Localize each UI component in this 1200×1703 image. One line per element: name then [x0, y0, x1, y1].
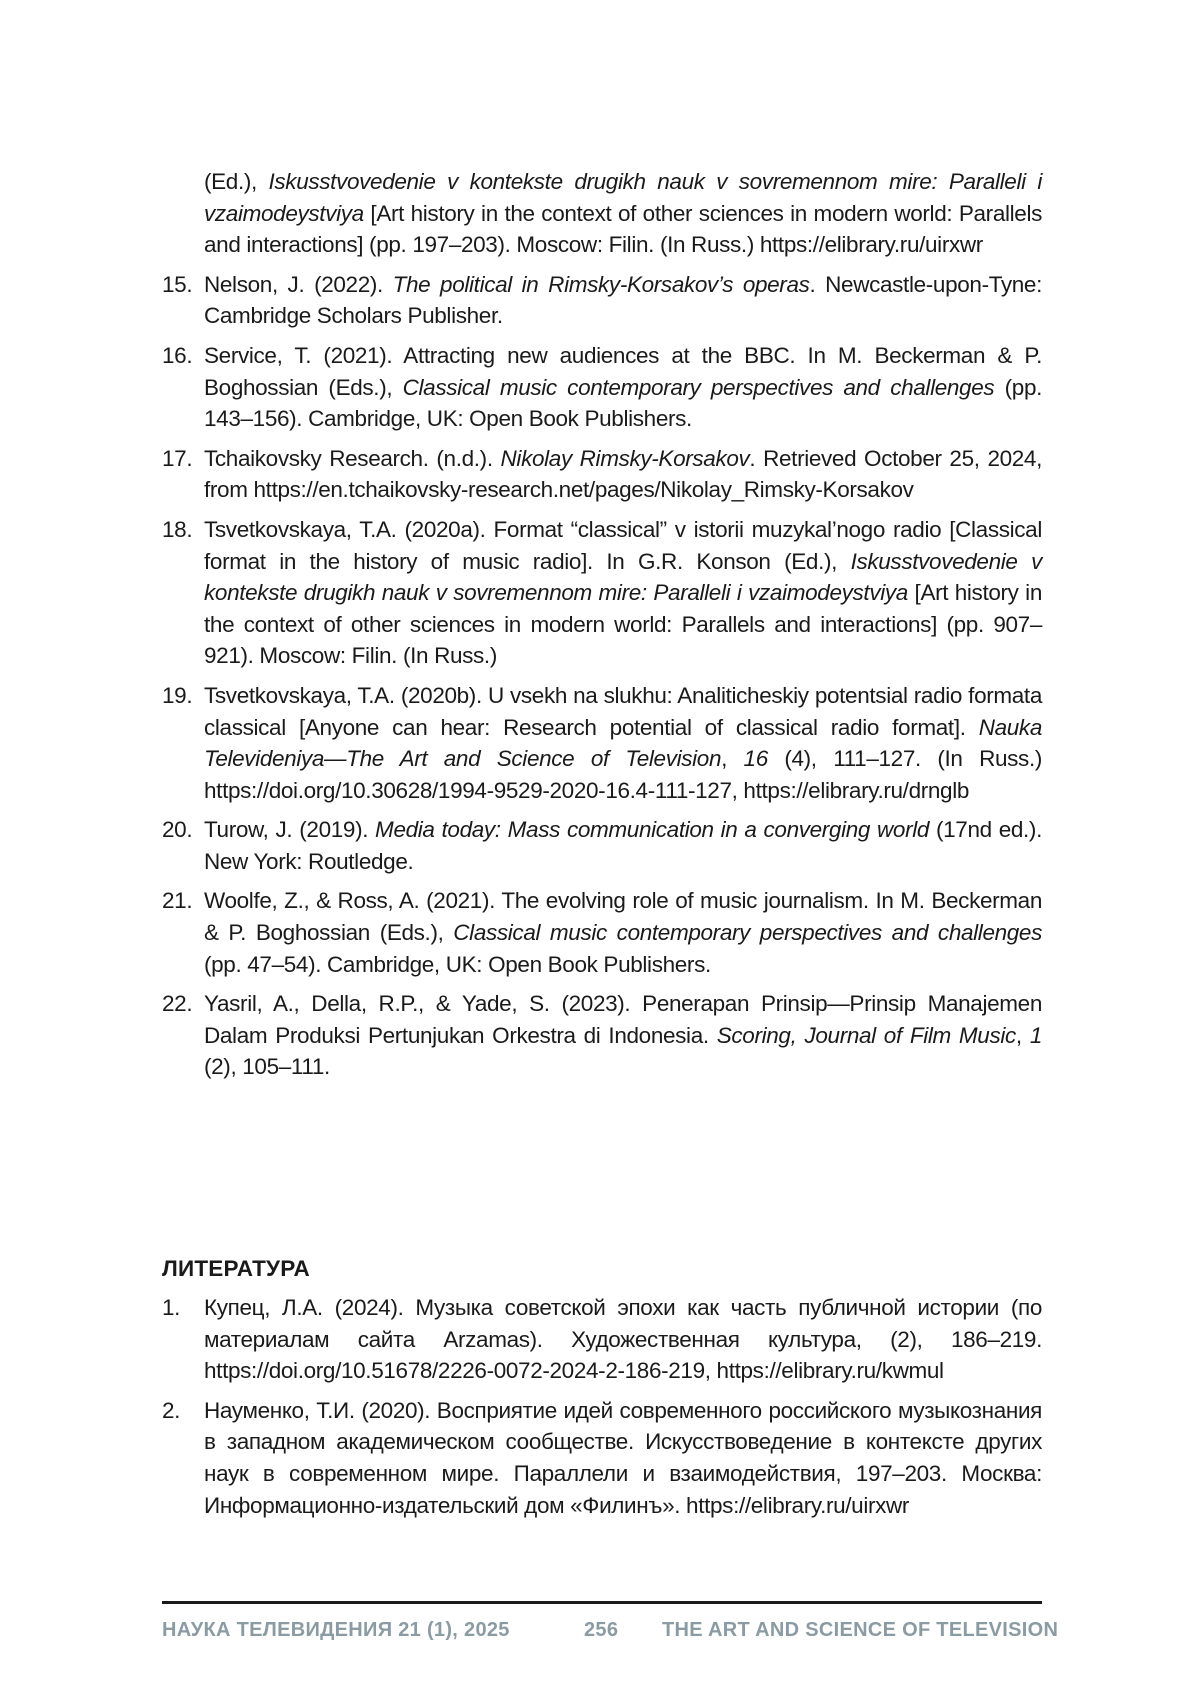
reference-text: (4), 111–127. (In Russ.) https://doi.org/10.30628/1994-9529-2020-16.4-111-127, https://elibrary.ru/drnglb: [204, 746, 1042, 803]
reference-text: (pp. 47–54). Cambridge, UK: Open Book Publishers.: [204, 952, 711, 977]
reference-text: . Retrieved October 25, 2024, from https://en.tchaikovsky-research.net/pages/Nikolay_Rimsky-Korsakov: [204, 446, 1042, 503]
reference-item: [162, 814, 1042, 877]
reference-text: Tsvetkovskaya, T.A. (2020b). U vsekh na slukhu: Analiticheskiy potentsial radio formata classical [Anyone can hear: Research potential of classical radio format].: [204, 683, 1042, 740]
reference-number: 17.: [162, 443, 192, 475]
reference-item: [162, 443, 1042, 506]
reference-text: Tsvetkovskaya, T.A. (2020a). Format “classical” v istorii muzykal’nogo radio [Classical format in the history of music radio]. In G.R. Konson (Ed.),: [204, 517, 1042, 574]
reference-number: 2.: [162, 1395, 180, 1427]
reference-text: Turow, J. (2019).: [204, 817, 375, 842]
reference-italic-text: 16: [744, 746, 768, 771]
reference-text: [Art history in the context of other sciences in modern world: Parallels and interactions] (pp. 197–203). Moscow: Filin. (In Russ.) https://elibrary.ru/uirxwr: [204, 201, 1042, 258]
reference-italic-text: Iskusstvovedenie v kontekste drugikh nauk v sovremennom mire: Paralleli i vzaimodeystviya: [204, 549, 1042, 606]
reference-text: Yasril, A., Della, R.P., & Yade, S. (2023). Penerapan Prinsip—Prinsip Manajemen Dalam Produksi Pertunjukan Orkestra di Indonesia.: [204, 991, 1042, 1048]
reference-text: Науменко, Т.И. (2020). Восприятие идей современного российского музыкознания в западном академическом сообществе. Искусствоведение в контексте других наук в современном мире. Параллели и взаимодействия, 197–203. Москва: Информационно-издательский дом «Филинъ». https://elibrary.ru/uirxwr: [204, 1398, 1042, 1518]
footer-journal-ru: НАУКА ТЕЛЕВИДЕНИЯ 21 (1), 2025: [162, 1619, 510, 1642]
reference-text: ,: [1016, 1023, 1030, 1048]
reference-item: [162, 1292, 1042, 1387]
reference-item: [162, 269, 1042, 332]
reference-text: Service, T. (2021). Attracting new audiences at the BBC. In M. Beckerman & P. Boghossian (Eds.),: [204, 343, 1042, 400]
reference-item: [162, 340, 1042, 435]
reference-text: (Ed.),: [204, 169, 269, 194]
reference-italic-text: Nikolay Rimsky-Korsakov: [501, 446, 750, 471]
reference-text: ,: [721, 746, 743, 771]
reference-italic-text: 1: [1030, 1023, 1042, 1048]
reference-number: 15.: [162, 269, 192, 301]
reference-item: [162, 988, 1042, 1083]
reference-text: [Art history in the context of other sciences in modern world: Parallels and interactions] (pp. 907–921). Moscow: Filin. (In Russ.): [204, 580, 1042, 668]
reference-text: . Newcastle-upon-Tyne: Cambridge Scholars Publisher.: [204, 272, 1042, 329]
reference-text: (17nd ed.). New York: Routledge.: [204, 817, 1042, 874]
footer-journal-en: THE ART AND SCIENCE OF TELEVISION: [662, 1619, 1058, 1642]
reference-number: 20.: [162, 814, 192, 846]
reference-text: (2), 105–111.: [204, 1054, 330, 1079]
reference-item: [162, 680, 1042, 806]
reference-italic-text: Media today: Mass communication in a converging world: [375, 817, 929, 842]
references-list-english: [162, 166, 1042, 1091]
reference-number: 19.: [162, 680, 192, 712]
reference-text: Nelson, J. (2022).: [204, 272, 393, 297]
reference-text: Купец, Л.А. (2024). Музыка советской эпохи как часть публичной истории (по материалам сайта Arzamas). Художественная культура, (2), 186–219. https://doi.org/10.51678/2226-0072-2024-2-186-219, https://elibrary.ru/kwmul: [204, 1295, 1042, 1383]
reference-number: 18.: [162, 514, 192, 546]
section-title-literatura: ЛИТЕРАТУРА: [162, 1256, 310, 1282]
reference-italic-text: Classical music contemporary perspectives and challenges: [453, 920, 1042, 945]
reference-item: [162, 166, 1042, 261]
reference-item: [162, 1395, 1042, 1521]
reference-number: 21.: [162, 885, 192, 917]
reference-italic-text: Nauka Televideniya—The Art and Science of Television: [204, 715, 1042, 772]
reference-number: 1.: [162, 1292, 180, 1324]
reference-number: 22.: [162, 988, 192, 1020]
footer-divider: [162, 1601, 1042, 1604]
reference-italic-text: Scoring, Journal of Film Music: [717, 1023, 1016, 1048]
reference-number: 16.: [162, 340, 192, 372]
reference-item: [162, 885, 1042, 980]
reference-text: Tchaikovsky Research. (n.d.).: [204, 446, 501, 471]
references-list-russian: [162, 1292, 1042, 1529]
reference-italic-text: Classical music contemporary perspectives and challenges: [403, 375, 995, 400]
reference-text: (pp. 143–156). Cambridge, UK: Open Book Publishers.: [204, 375, 1042, 432]
reference-italic-text: The political in Rimsky-Korsakov’s operas: [393, 272, 810, 297]
reference-text: Woolfe, Z., & Ross, A. (2021). The evolving role of music journalism. In M. Beckerman & P. Boghossian (Eds.),: [204, 888, 1042, 945]
reference-item: [162, 514, 1042, 672]
footer-page-number: 256: [584, 1619, 618, 1642]
reference-italic-text: Iskusstvovedenie v kontekste drugikh nauk v sovremennom mire: Paralleli i vzaimodeystviya: [204, 169, 1042, 226]
